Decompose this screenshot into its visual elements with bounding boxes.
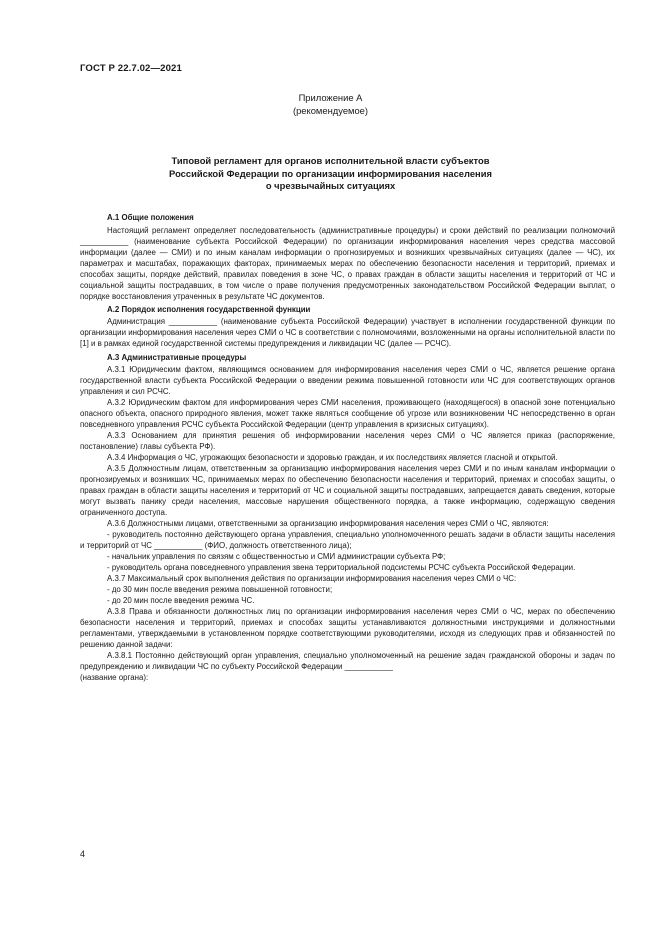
document-title (0, 155, 661, 193)
document-title-line-3: о чрезвычайных ситуациях (265, 180, 396, 192)
list-item: - до 20 мин после введения режима ЧС. (107, 596, 255, 606)
document-code-header: ГОСТ Р 22.7.02—2021 (80, 63, 182, 74)
paragraph-a3-8-1: А.3.8.1 Постоянно действующий орган управления, специально уполномоченный на решение задач гражданской обороны и задач по предупреждению и ликвидации ЧС по субъекту Российской Федерации ___________ (80, 651, 615, 672)
paragraph-a3-7: А.3.7 Максимальный срок выполнения действия по организации информирования населения через СМИ о ЧС: (107, 574, 517, 584)
paragraph-a3-1: А.3.1 Юридическим фактом, являющимся основанием для информирования населения через СМИ о ЧС, является решение органа государственной власти субъекта Российской Федерации о введении режима повышенной готовности или ЧС для соответствующих органов управления и сил РСЧС. (80, 365, 615, 397)
paragraph-a3-2: А.3.2 Юридическим фактом для информирования через СМИ населения, проживающего (находящегося) в опасной зоне потенциально опасного объекта, опасного природного явления, может также являться сообщение об угрозе или возникновении ЧС непосредственно в орган повседневного управления РСЧС субъекта Российской Федерации (центр управления в кризисных ситуациях). (80, 398, 615, 430)
annex-heading (0, 92, 661, 117)
annex-title: Приложение А (298, 92, 363, 103)
list-item: - руководитель постоянно действующего органа управления, специально уполномоченного решать задачи в области защиты населения и территорий от ЧС ___________ (ФИО, должность ответственного лица); (80, 530, 615, 551)
paragraph-a3-4: А.3.4 Информация о ЧС, угрожающих безопасности и здоровью граждан, и их последствиях является гласной и открытой. (107, 453, 558, 463)
paragraph-a3-3: А.3.3 Основанием для принятия решения об информировании населения через СМИ о ЧС является приказ (распоряжение, постановление) главы субъекта РФ). (80, 431, 615, 452)
paragraph-a3-6: А.3.6 Должностными лицами, ответственными за организацию информирования населения через СМИ о ЧС, являются: (107, 519, 549, 529)
section-heading-a3: А.3 Административные процедуры (107, 352, 247, 362)
list-item: - руководитель органа повседневного управления звена территориальной подсистемы РСЧС субъекта Российской Федерации. (107, 563, 576, 573)
section-heading-a2: А.2 Порядок исполнения государственной функции (107, 304, 311, 314)
annex-status: (рекомендуемое) (292, 104, 369, 116)
document-body (80, 212, 615, 683)
paragraph-a3-5: А.3.5 Должностным лицам, ответственным за организацию информирования населения через СМИ и по иным каналам информации о прогнозируемых и возникших ЧС, принимаемых мерах по обеспечению безопасности населения и территорий, приемах и способах защиты, о правах граждан в области защиты населения и территорий от ЧС и социальной защиты пострадавших, запрещается давать сведения, которые могут вызвать панику среди населения, массовые нарушения общественного порядка, а также информацию, содержащую сведения ограниченного доступа. (80, 464, 615, 518)
list-item: - до 30 мин после введения режима повышенной готовности; (107, 585, 333, 595)
paragraph-a3-8: А.3.8 Права и обязанности должностных лиц по организации информирования населения через СМИ о ЧС, мерах по обеспечению безопасности населения и территорий, приемах и способах защиты устанавливаются должностными инструкциями и должностными регламентами, утверждаемыми в установленном порядке соответствующими руководителями, исходя из следующих прав и обязанностей по решению данной задачи: (80, 607, 615, 650)
section-heading-a1: А.1 Общие положения (107, 213, 194, 222)
page-number: 4 (80, 849, 86, 859)
list-item: - начальник управления по связям с общественностью и СМИ администрации субъекта РФ; (107, 552, 446, 562)
paragraph-a3-8-1-tail: (название органа): (80, 673, 149, 683)
paragraph-a2: Администрация ___________ (наименование субъекта Российской Федерации) участвует в исполнении государственной функции по организации информирования населения через СМИ о ЧС в соответствии с полномочиями, возложенными на органы исполнительной власти по [1] и в рамках единой государственной системы предупреждения и ликвидации ЧС (далее — РСЧС). (80, 317, 615, 349)
paragraph-a1: Настоящий регламент определяет последовательность (административные процедуры) и сроки действий по реализации полномочий ___________ (наименование субъекта Российской Федерации) по организации информирования населения через средства массовой информации (далее — СМИ) и по иным каналам информации о прогнозируемых и возникших чрезвычайных ситуациях (далее — ЧС), их параметрах и масштабах, поражающих факторах, принимаемых мерах по обеспечению безопасности населения и территорий, приемах и способах защиты, порядке действий, правилах поведения в зоне ЧС, о правах граждан в области защиты населения и территорий от ЧС и социальной защиты пострадавших, в том числе о праве получения предусмотренных законодательством Российской Федерации выплат, о порядке восстановления утраченных в результате ЧС документов. (80, 225, 615, 301)
document-title-line-2: Российской Федерации по организации информирования населения (169, 167, 492, 179)
document-title-line-1: Типовой регламент для органов исполнительной власти субъектов (171, 155, 490, 166)
